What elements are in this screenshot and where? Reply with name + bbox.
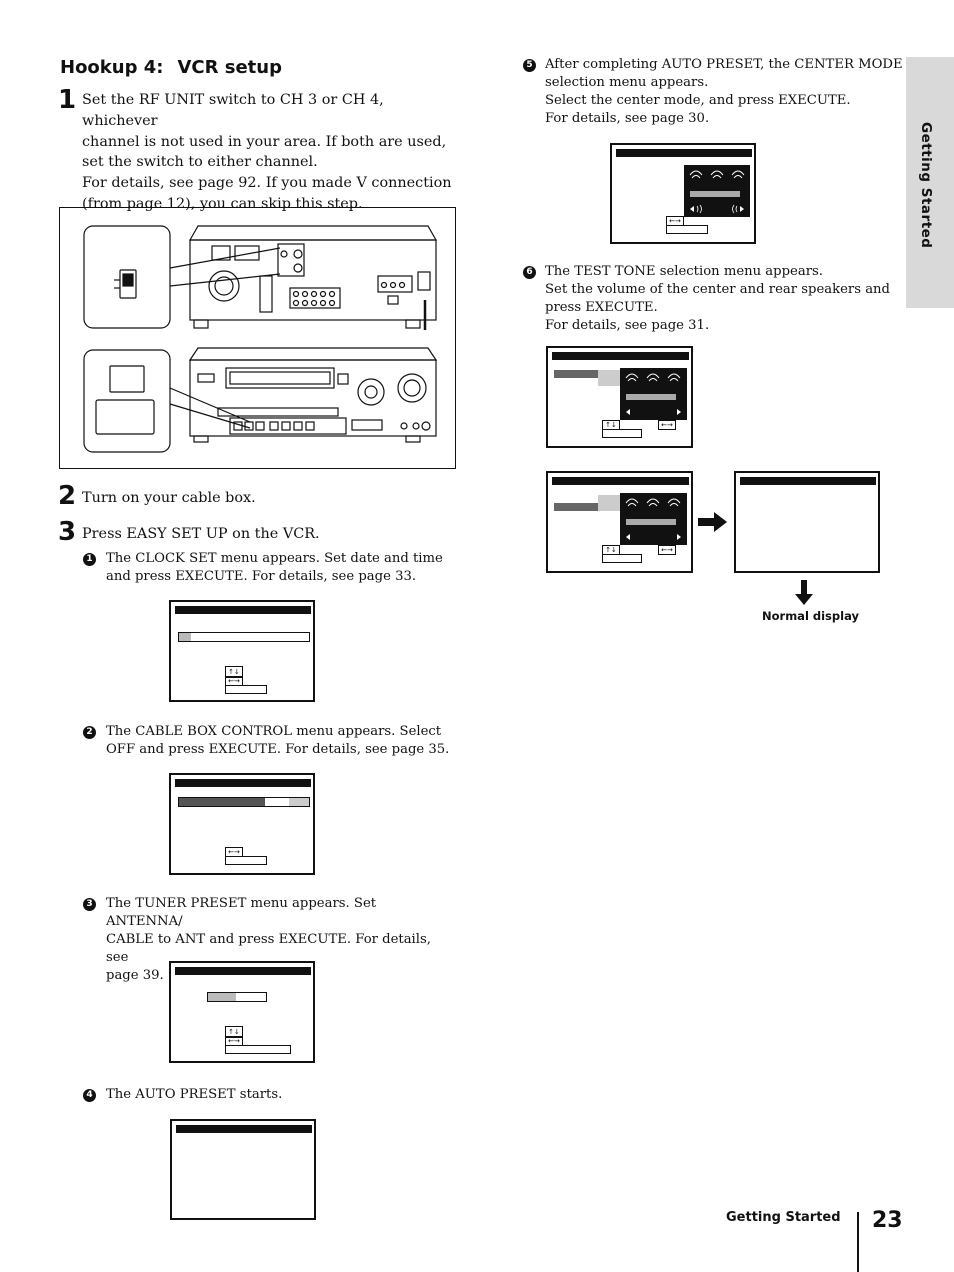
step-3-text: Press EASY SET UP on the VCR.: [82, 526, 320, 542]
text-line: page 39.: [106, 968, 164, 983]
substep-2-text: [106, 723, 456, 759]
left-right-arrows-icon: ←→: [225, 676, 243, 686]
left-right-arrows-icon: ←→: [666, 216, 684, 226]
substep-number-badge: 5: [523, 59, 536, 72]
speaker-icon: [684, 165, 750, 217]
step-number: 3: [58, 517, 77, 547]
text-line: For details, see page 30.: [545, 111, 710, 126]
text-line: Set the RF UNIT switch to CH 3 or CH 4, whichever: [82, 92, 384, 129]
page-heading: [60, 57, 282, 78]
text-line: The AUTO PRESET starts.: [106, 1087, 283, 1102]
up-down-arrows-icon: ↑↓: [602, 420, 620, 430]
normal-display-label: Normal display: [762, 609, 859, 623]
side-tab-label: Getting Started: [918, 122, 934, 249]
heading-title: VCR setup: [177, 57, 282, 78]
normal-display-screen: [734, 471, 880, 573]
text-line: The TUNER PRESET menu appears. Set ANTENNA/: [106, 896, 377, 929]
footer-section-label: Getting Started: [726, 1210, 841, 1225]
left-right-arrows-icon: ←→: [658, 420, 676, 430]
text-line: The CABLE BOX CONTROL menu appears. Select: [106, 724, 442, 739]
step-number: 1: [58, 85, 77, 115]
up-down-arrows-icon: ↑↓: [602, 545, 620, 555]
substep-number-badge: 1: [83, 553, 96, 566]
text-line: After completing AUTO PRESET, the CENTER MODE: [545, 57, 903, 72]
footer-divider: [857, 1212, 859, 1272]
step-2-text: Turn on your cable box.: [82, 490, 256, 506]
text-line: channel is not used in your area. If both are used,: [82, 133, 447, 150]
speaker-icon: [620, 493, 687, 545]
text-line: For details, see page 31.: [545, 318, 710, 333]
test-tone-screen-rear: [546, 471, 693, 573]
left-right-arrows-icon: ←→: [658, 545, 676, 555]
substep-number-badge: 3: [83, 898, 96, 911]
up-down-arrows-icon: ↑↓: [225, 666, 243, 678]
text-line: (from page 12), you can skip this step.: [82, 195, 363, 212]
cable-box-control-screen: [169, 773, 315, 875]
auto-preset-screen: [170, 1119, 316, 1220]
text-line: For details, see page 92. If you made V connection: [82, 175, 452, 192]
equipment-illustration: [59, 207, 456, 469]
vcr-rear-and-front-drawing: [60, 208, 455, 468]
arrow-right-icon: [698, 511, 728, 533]
text-line: selection menu appears.: [545, 75, 709, 90]
substep-1-text: [106, 550, 456, 586]
clock-set-screen: [169, 600, 315, 702]
substep-5-text: [545, 56, 905, 128]
speaker-panel: [684, 165, 750, 217]
substep-4-text: [106, 1086, 456, 1104]
section-side-tab: [906, 57, 954, 308]
step-1-text: [82, 90, 462, 215]
text-line: press EXECUTE.: [545, 300, 658, 315]
tuner-preset-screen: [169, 961, 315, 1063]
test-tone-screen-center: [546, 346, 693, 448]
substep-number-badge: 6: [523, 266, 536, 279]
text-line: CABLE to ANT and press EXECUTE. For details, see: [106, 932, 431, 965]
heading-prefix: Hookup 4:: [60, 57, 164, 78]
page-number: 23: [872, 1208, 903, 1233]
substep-number-badge: 4: [83, 1089, 96, 1102]
text-line: Select the center mode, and press EXECUTE.: [545, 93, 851, 108]
substep-6-text: [545, 263, 905, 335]
text-line: Set the volume of the center and rear speakers and: [545, 282, 890, 297]
text-line: The TEST TONE selection menu appears.: [545, 264, 823, 279]
text-line: OFF and press EXECUTE. For details, see page 35.: [106, 742, 450, 757]
left-right-arrows-icon: ←→: [225, 1036, 243, 1046]
step-number: 2: [58, 481, 77, 511]
speaker-icon: [620, 368, 687, 420]
text-line: set the switch to either channel.: [82, 154, 318, 171]
arrow-down-icon: [795, 580, 813, 606]
center-mode-screen: [610, 143, 756, 244]
left-right-arrows-icon: ←→: [225, 847, 243, 857]
up-down-arrows-icon: ↑↓: [225, 1026, 243, 1038]
text-line: and press EXECUTE. For details, see page 33.: [106, 569, 417, 584]
substep-number-badge: 2: [83, 726, 96, 739]
text-line: The CLOCK SET menu appears. Set date and time: [106, 551, 443, 566]
